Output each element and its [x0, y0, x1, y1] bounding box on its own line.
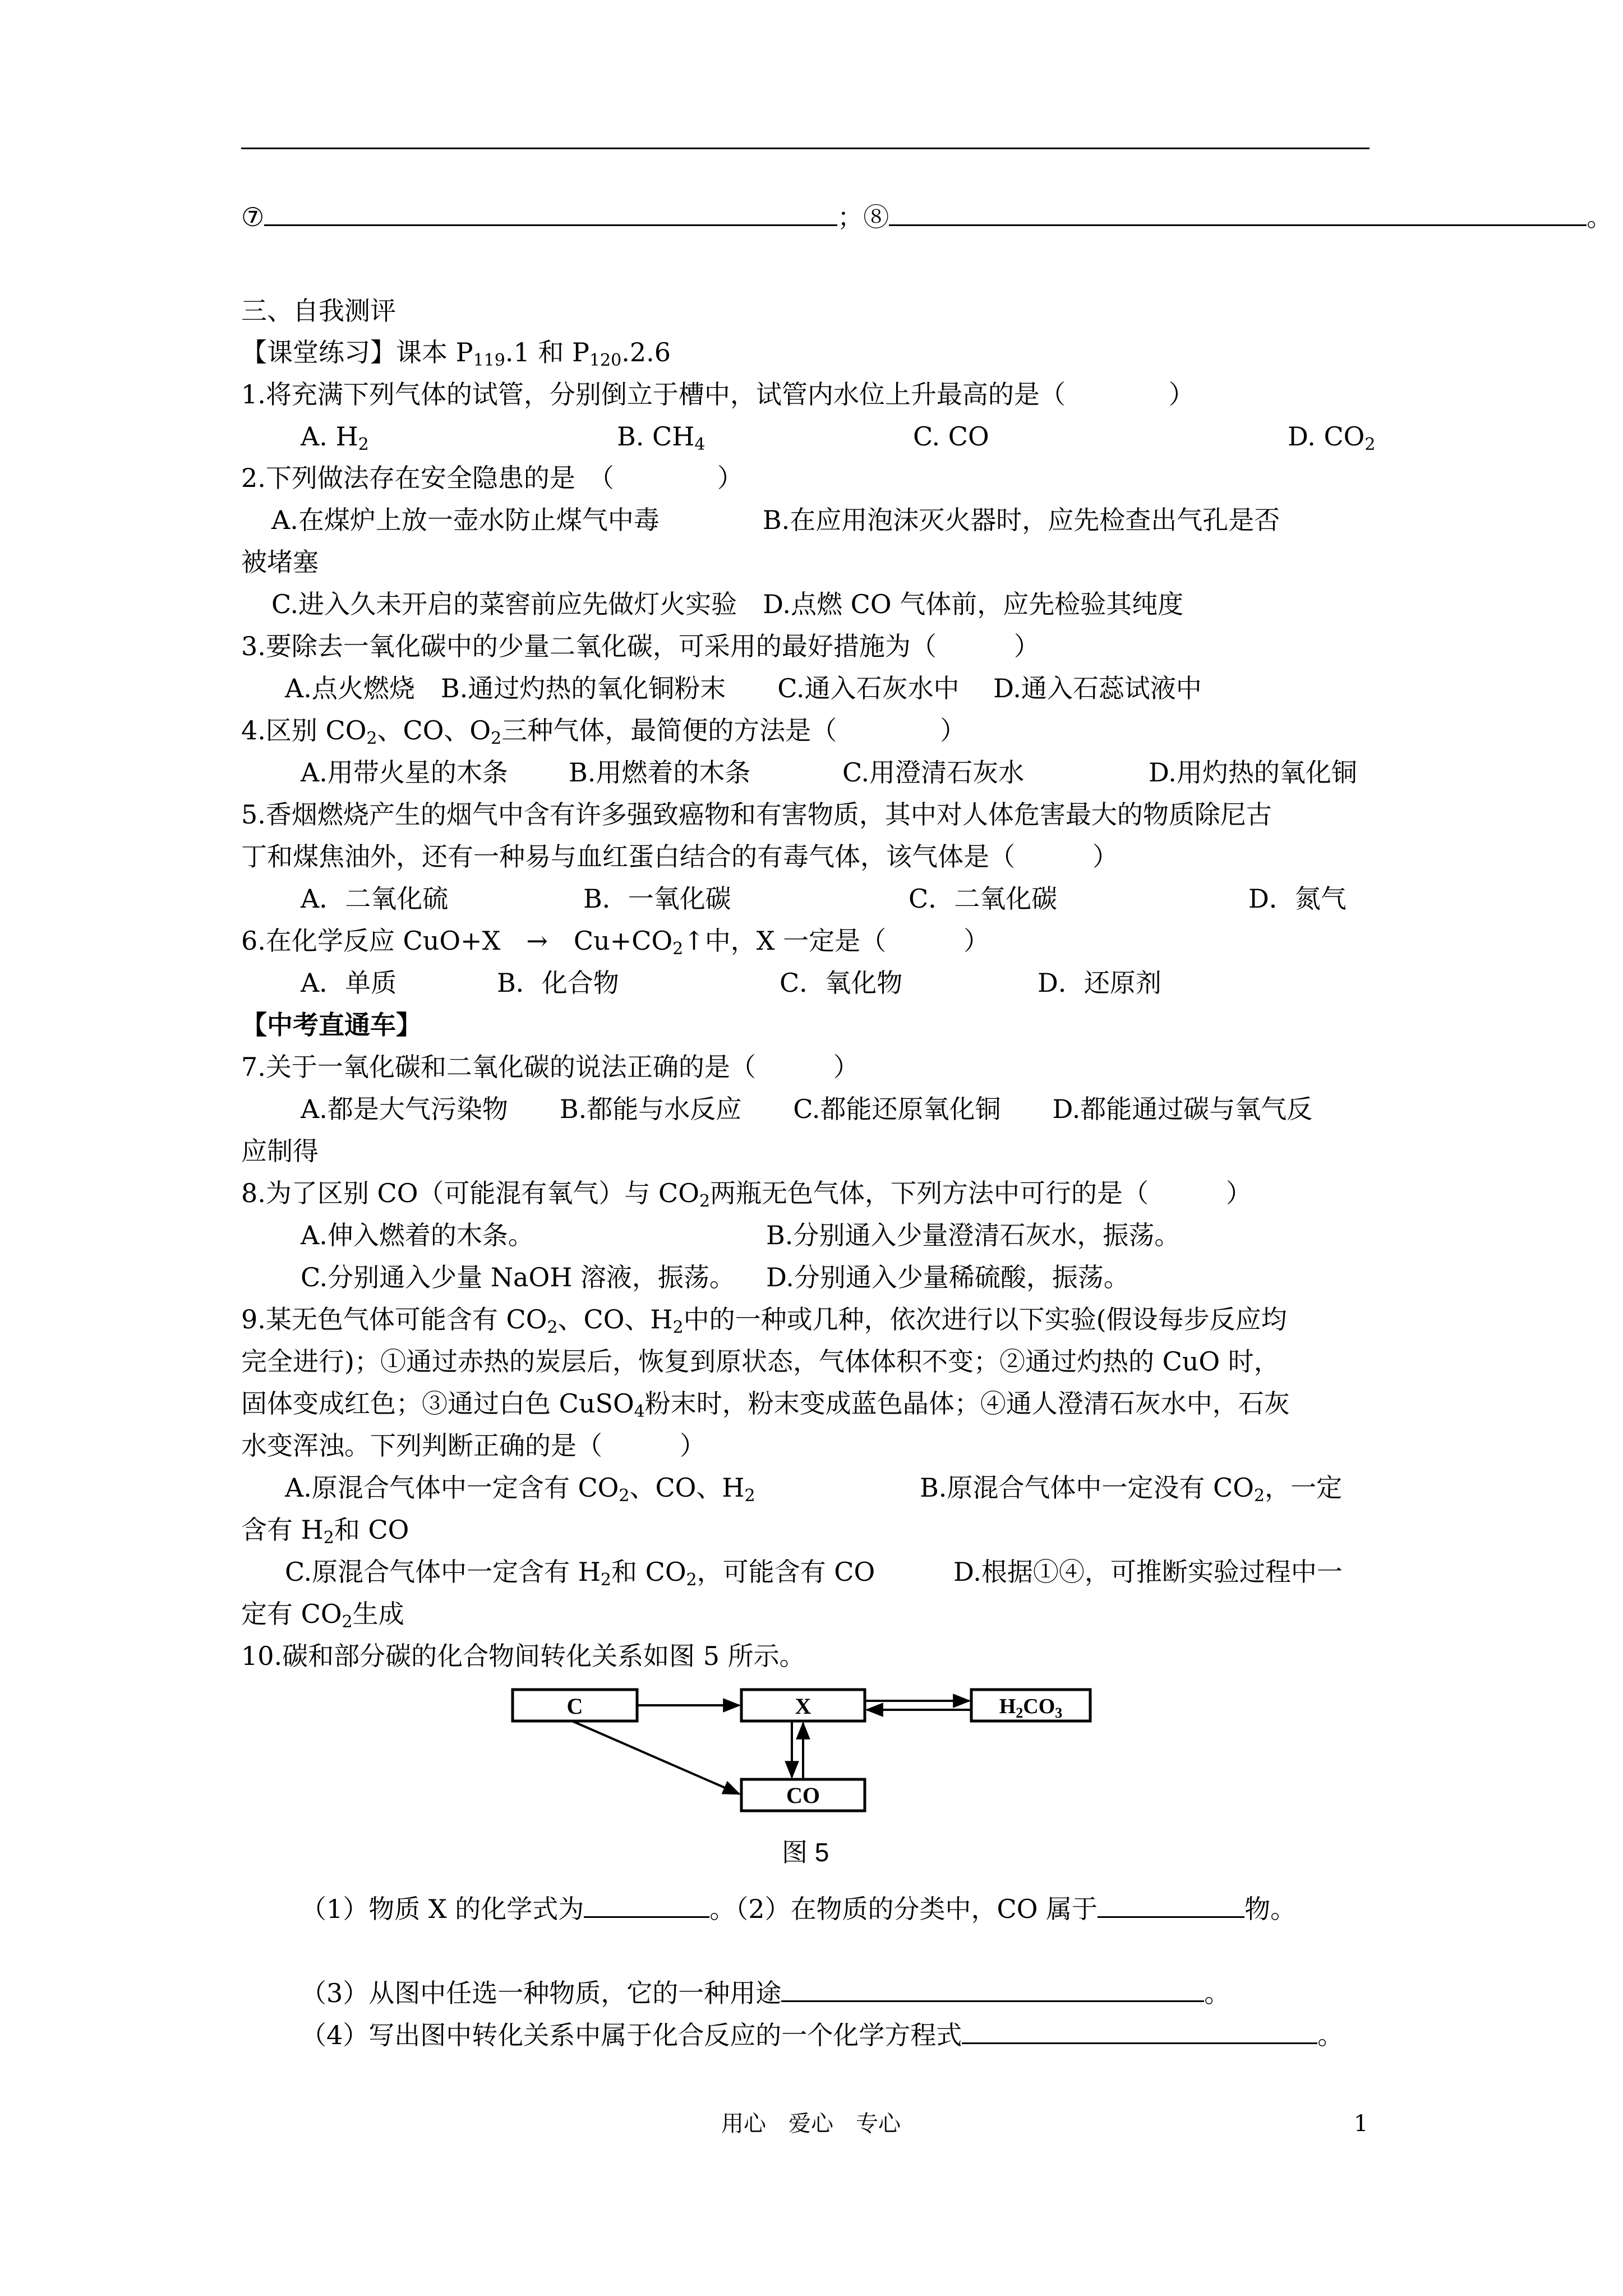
q2-options-line2: 被堵塞	[241, 547, 319, 577]
q2-options-line1: A.在煤炉上放一壶水防止煤气中毒 B.在应用泡沫灭火器时，应先检查出气孔是否	[271, 505, 1280, 535]
q9-stem-line1: 9.某无色气体可能含有 $CO_2$、CO、$H_2$中的一种或几种，依次进行以下实验(假设每步反应均	[241, 1304, 1287, 1337]
q1-option-c: C. CO	[913, 421, 989, 452]
q9-option-d: D.根据①④，可推断实验过程中一	[953, 1557, 1343, 1587]
q5-option-a: A．二氧化硫	[301, 884, 449, 914]
q5-stem-line1: 5.香烟燃烧产生的烟气中含有许多强致癌物和有害物质，其中对人体危害最大的物质除尼古	[241, 799, 1272, 830]
q8-option-b: B.分别通入少量澄清石灰水，振荡。	[766, 1220, 1181, 1250]
box-x-label: X	[795, 1694, 811, 1719]
q6-option-d: D．还原剂	[1038, 968, 1161, 998]
q10-stem: 10.碳和部分碳的化合物间转化关系如图 5 所示。	[241, 1641, 805, 1671]
q1-option-d: D. $CO_2$	[1288, 421, 1376, 454]
q1-stem: 1.将充满下列气体的试管，分别倒立于槽中，试管内水位上升最高的是（ ）	[241, 379, 1195, 409]
page-number: 1	[1354, 2111, 1368, 2137]
q4-stem: 4.区别 $CO_2$、CO、$O_2$三种气体，最简便的方法是（ ）	[241, 715, 966, 748]
answer-blank-equation[interactable]	[962, 2018, 1317, 2044]
q3-options: A.点火燃烧 B.通过灼热的氧化铜粉末 C.通入石灰水中 D.通入石蕊试液中	[285, 673, 1202, 703]
q8-option-d: D.分别通入少量稀硫酸，振荡。	[766, 1262, 1129, 1292]
box-c-label: C	[566, 1694, 583, 1719]
answer-blank-use[interactable]	[781, 1976, 1204, 2002]
q9-option-d-cont: 定有 $CO_2$生成	[241, 1599, 404, 1632]
q1-option-a: A. $H_2$	[301, 421, 369, 454]
q6-option-b: B．化合物	[497, 968, 619, 998]
q8-option-a: A.伸入燃着的木条。	[301, 1220, 534, 1250]
q10-part1-2: （1）物质 X 的化学式为 。（2）在物质的分类中，CO 属于 物。	[301, 1892, 1296, 1926]
q9-option-b: B.原混合气体中一定没有 $CO_2$，一定	[920, 1473, 1343, 1506]
box-h2co3-label: $H_2CO_3$	[999, 1695, 1063, 1721]
q2-stem: 2.下列做法存在安全隐患的是 （ ）	[241, 463, 743, 493]
footer-motto: 用心 爱心 专心	[721, 2111, 901, 2137]
q6-stem: 6.在化学反应 CuO+X → $Cu+CO_2↑$中，X 一定是（ ）	[241, 926, 990, 959]
q5-option-c: C．二氧化碳	[909, 884, 1058, 914]
figure-caption: 图 5	[782, 1838, 829, 1867]
q4-option-a: A.用带火星的木条	[301, 757, 508, 788]
q4-option-b: B.用燃着的木条	[569, 757, 751, 788]
q7-options-line2: 应制得	[241, 1136, 319, 1166]
q6-option-c: C．氧化物	[780, 968, 903, 998]
q6-option-a: A．单质	[301, 968, 397, 998]
q10-part4: （4）写出图中转化关系中属于化合反应的一个化学方程式 。	[301, 2018, 1343, 2052]
q8-option-c: C.分别通入少量 NaOH 溶液，振荡。	[301, 1262, 735, 1292]
q9-option-a: A.原混合气体中一定含有 $CO_2$、CO、$H_2$	[285, 1473, 755, 1506]
q7-stem: 7.关于一氧化碳和二氧化碳的说法正确的是（ ）	[241, 1052, 859, 1082]
q9-stem-line4: 水变浑浊。下列判断正确的是（ ）	[241, 1430, 706, 1461]
q8-stem: 8.为了区别 CO（可能混有氧气）与 $CO_2$两瓶无色气体，下列方法中可行的是（ ）	[241, 1178, 1252, 1211]
section-title: 三、自我测评	[241, 296, 396, 326]
q5-stem-line2: 丁和煤焦油外，还有一种易与血红蛋白结合的有毒气体，该气体是（ ）	[241, 841, 1118, 872]
q3-stem: 3.要除去一氧化碳中的少量二氧化碳，可采用的最好措施为（ ）	[241, 631, 1040, 661]
q9-option-c: C.原混合气体中一定含有 $H_2$和 $CO_2$，可能含有 CO	[285, 1557, 875, 1590]
fill-in-line: ⑦ ；⑧ 。	[241, 200, 1612, 234]
box-co-label: CO	[786, 1783, 820, 1808]
q9-stem-line3: 固体变成红色；③通过白色 CuSO$_4$粉末时，粉末变成蓝色晶体；④通人澄清石灰水中，石灰	[241, 1388, 1290, 1421]
arrow-c-to-co	[572, 1721, 739, 1794]
q7-options-line1: A.都是大气污染物 B.都能与水反应 C.都能还原氧化铜 D.都能通过碳与氧气反	[301, 1094, 1313, 1124]
q1-option-b: B. $CH_4$	[617, 421, 706, 454]
q9-option-b-cont: 含有 $H_2$和 CO	[241, 1515, 409, 1548]
q2-options-line3: C.进入久未开启的菜窖前应先做灯火实验 D.点燃 CO 气体前，应先检验其纯度	[271, 589, 1184, 619]
q4-option-c: C.用澄清石灰水	[842, 757, 1025, 788]
q5-option-b: B．一氧化碳	[583, 884, 731, 914]
zhongkao-heading: 【中考直通车】	[241, 1010, 422, 1040]
q4-option-d: D.用灼热的氧化铜	[1149, 757, 1357, 788]
q10-part3: （3）从图中任选一种物质，它的一种用途 。	[301, 1976, 1230, 2010]
answer-blank-x-formula[interactable]	[584, 1892, 709, 1918]
q9-stem-line2: 完全进行)；①通过赤热的炭层后，恢复到原状态，气体体积不变；②通过灼热的 CuO 时，	[241, 1346, 1280, 1377]
practice-heading: 【课堂练习】课本 $P_{119}.1$ 和 $P_{120}.2.6$	[241, 337, 671, 370]
answer-blank-co-class[interactable]	[1098, 1892, 1244, 1918]
q5-option-d: D．氮气	[1248, 884, 1347, 914]
